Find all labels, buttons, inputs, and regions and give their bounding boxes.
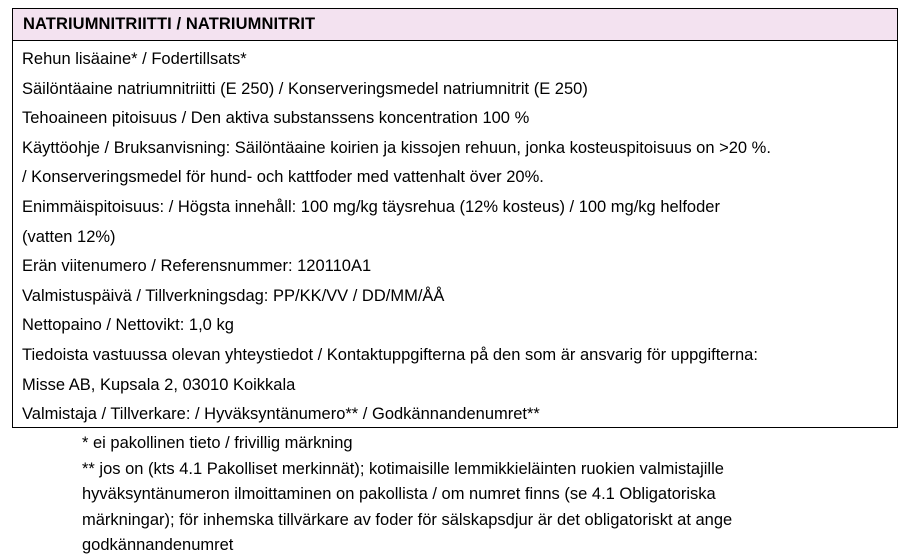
label-line-feed-additive: Rehun lisäaine* / Fodertillsats* bbox=[22, 50, 247, 68]
label-line-instructions: Käyttöohje / Bruksanvisning: Säilöntäaine koirien ja kissojen rehuun, jonka kosteuspitoisuus on >20 %. bbox=[22, 138, 771, 157]
label-lines bbox=[13, 41, 897, 430]
label-line-manufacturer: Valmistaja / Tillverkare: / Hyväksyntänumero** / Godkännandenumret** bbox=[22, 405, 540, 424]
label-line-contact: Tiedoista vastuussa olevan yhteystiedot / Kontaktuppgifterna på den som är ansvarig för uppgifterna: bbox=[22, 345, 758, 364]
label-line-max-content-cont: (vatten 12%) bbox=[22, 227, 116, 246]
label-line-manufacture-date: Valmistuspäivä / Tillverkningsdag: PP/KK/VV / DD/MM/ÅÅ bbox=[22, 286, 445, 305]
footnote-approval-4: godkännandenumret bbox=[82, 536, 234, 554]
product-label-table bbox=[12, 8, 898, 428]
label-line-preservative: Säilöntäaine natriumnitriitti (E 250) / Konserveringsmedel natriumnitrit (E 250) bbox=[22, 79, 588, 98]
label-title: NATRIUMNITRIITTI / NATRIUMNITRIT bbox=[13, 9, 897, 41]
footnote-approval-3: märkningar); för inhemska tillvärkare av foder för sälskapsdjur är det obligatoriskt at ange bbox=[82, 510, 733, 529]
label-line-reference-number: Erän viitenumero / Referensnummer: 120110A1 bbox=[22, 257, 372, 276]
label-line-net-weight: Nettopaino / Nettovikt: 1,0 kg bbox=[22, 316, 234, 335]
label-line-concentration: Tehoaineen pitoisuus / Den aktiva substanssens koncentration 100 % bbox=[22, 109, 530, 128]
label-line-max-content: Enimmäispitoisuus: / Högsta innehåll: 100 mg/kg täysrehua (12% kosteus) / 100 mg/kg helfoder bbox=[22, 197, 720, 216]
footnote-approval-1: ** jos on (kts 4.1 Pakolliset merkinnät); kotimaisille lemmikkieläinten ruokien valmistajille bbox=[82, 459, 724, 478]
label-line-instructions-sv: / Konserveringsmedel för hund- och kattfoder med vattenhalt över 20%. bbox=[22, 168, 544, 187]
footnote-approval-2: hyväksyntänumeron ilmoittaminen on pakollista / om numret finns (se 4.1 Obligatoriska bbox=[82, 485, 716, 503]
footnote-optional: * ei pakollinen tieto / frivillig märkning bbox=[82, 434, 353, 452]
label-line-address: Misse AB, Kupsala 2, 03010 Koikkala bbox=[22, 375, 296, 394]
footnotes bbox=[82, 431, 882, 559]
